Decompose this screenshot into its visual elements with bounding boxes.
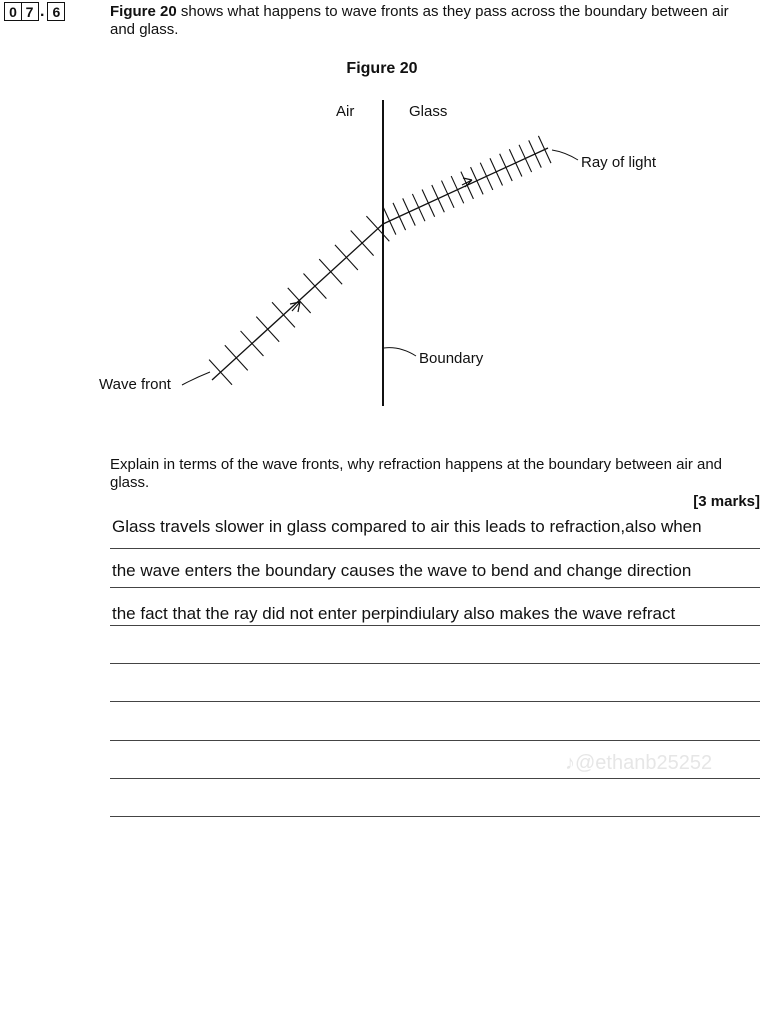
question-number-separator: . [40, 3, 45, 20]
wave-front-line [422, 189, 435, 216]
glass-label: Glass [409, 103, 448, 120]
ray-label-leader [552, 150, 578, 160]
question-number [4, 2, 64, 21]
figure-reference: Figure 20 [110, 3, 177, 20]
figure-title-wrap [0, 60, 768, 78]
answer-line-1[interactable]: Glass travels slower in glass compared to air this leads to refraction,also when [112, 517, 702, 536]
wave-front-line [256, 317, 279, 342]
wave-front-line [288, 288, 311, 313]
refraction-diagram [0, 85, 768, 425]
wave-front-line [225, 345, 248, 370]
wave-front-line [241, 331, 264, 356]
wave-front-line [519, 145, 532, 172]
intro-text: shows what happens to wave fronts as they pass across the boundary between air and glass. [110, 3, 729, 38]
question-text: Explain in terms of the wave fronts, why refraction happens at the boundary between air and glass. [110, 456, 723, 491]
answer-line-3[interactable]: the fact that the ray did not enter perpindiulary also makes the wave refract [112, 604, 676, 623]
wave-front-line [383, 207, 396, 234]
marks-label: [3 marks] [693, 493, 760, 510]
question-number-digit: 6 [47, 2, 65, 21]
direction-arrow-glass [462, 178, 472, 187]
wave-front-line [480, 163, 493, 190]
answer-rule [110, 778, 760, 779]
wave-front-line [441, 181, 454, 208]
wave-front-line [319, 259, 342, 284]
boundary-label: Boundary [419, 350, 484, 367]
wave-front-line [529, 140, 542, 167]
wave-front-line [403, 198, 416, 225]
wave-front-line [451, 176, 464, 203]
wavefront-label-leader [182, 372, 210, 385]
wave-front-line [272, 302, 295, 327]
wave-front-line [538, 136, 551, 163]
answer-rule [110, 701, 760, 702]
question-number-digit: 7 [21, 2, 39, 21]
answer-rule [110, 625, 760, 626]
ray-of-light-label: Ray of light [581, 154, 657, 171]
wave-front-label: Wave front [99, 376, 171, 393]
answer-line-2[interactable]: the wave enters the boundary causes the wave to bend and change direction [112, 561, 692, 580]
wave-front-line [471, 167, 484, 194]
answer-rule [110, 816, 760, 817]
wave-front-line [490, 158, 503, 185]
figure-title: Figure 20 [346, 60, 418, 77]
answer-rule [110, 587, 760, 588]
wave-front-line [366, 216, 389, 241]
wave-front-line [209, 360, 232, 385]
wave-front-line [351, 230, 374, 255]
wave-front-line [509, 149, 522, 176]
question-number-digit: 0 [4, 2, 22, 21]
wave-front-line [500, 154, 513, 181]
air-label: Air [336, 103, 355, 120]
wave-front-line [432, 185, 445, 212]
wave-fronts-air [209, 216, 389, 385]
question-intro [110, 3, 750, 39]
wave-front-line [412, 194, 425, 221]
wave-front-line [335, 245, 358, 270]
wave-front-line [303, 274, 326, 299]
answer-rule [110, 548, 760, 549]
answer-rule [110, 740, 760, 741]
wave-front-line [393, 203, 406, 230]
answer-rule [110, 663, 760, 664]
watermark: ♪@ethanb25252 [565, 752, 713, 774]
boundary-label-leader [384, 348, 416, 356]
